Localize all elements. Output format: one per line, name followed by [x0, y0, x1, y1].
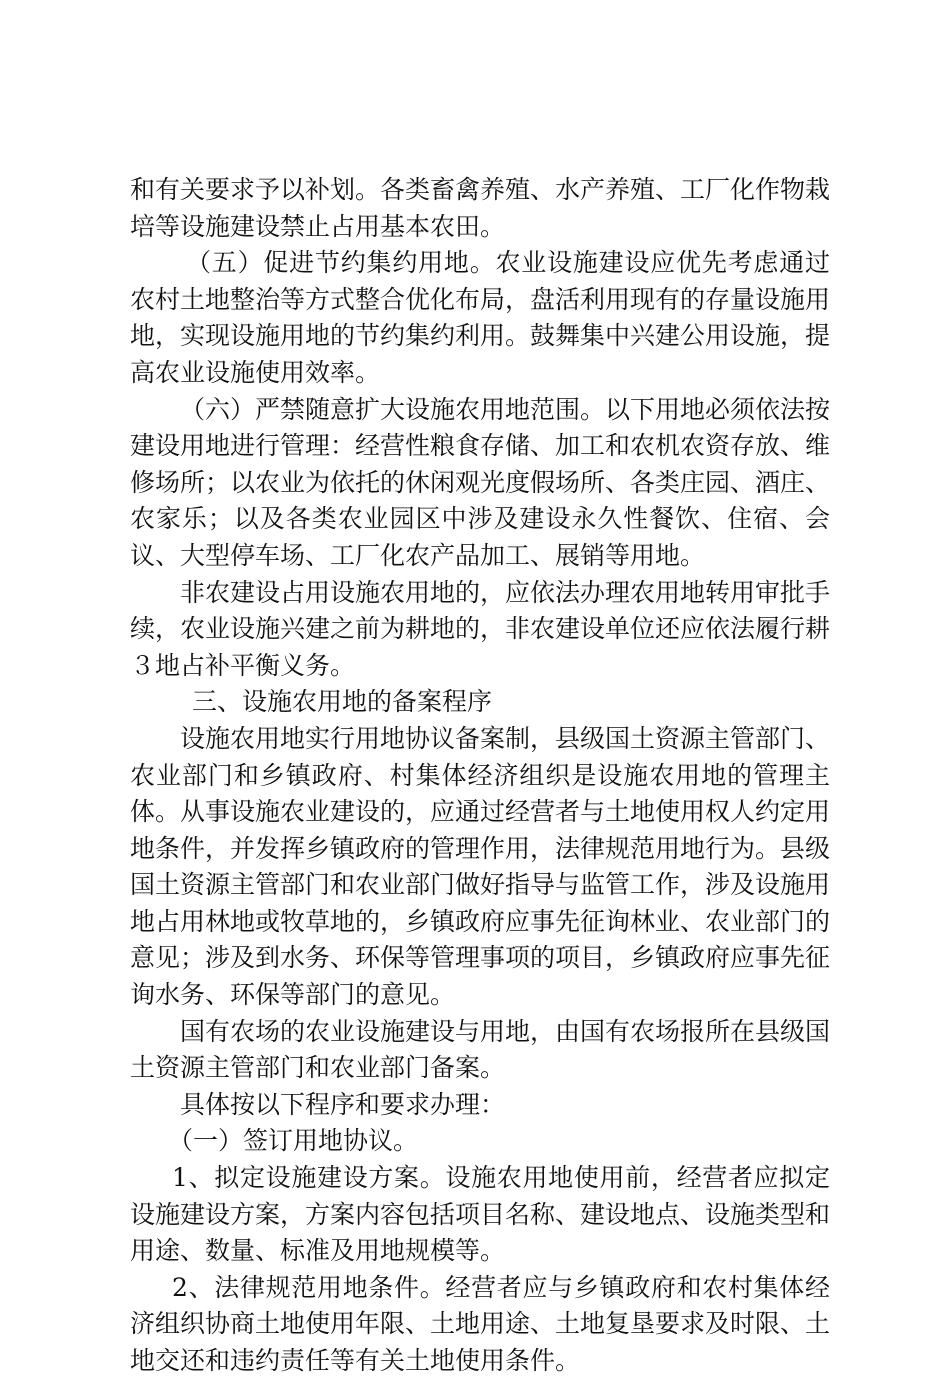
- paragraph-item-5: （五）促进节约集约用地。农业设施建设应优先考虑通过农村土地整治等方式整合优化布局，盘活利用现有的存量设施用地，实现设施用地的节约集约利用。鼓舞集中兴建公用设施，提高农业设施使用效率。: [130, 248, 831, 387]
- paragraph-step-2: 2、法律规范用地条件。经营者应与乡镇政府和农村集体经济组织协商土地使用年限、土地用途、土地复垦要求及时限、土地交还和违约责任等有关土地使用条件。: [130, 1272, 831, 1375]
- paragraph-filing-system: 设施农用地实行用地协议备案制，县级国土资源主管部门、农业部门和乡镇政府、村集体经济组织是设施农用地的管理主体。从事设施农业建设的，应通过经营者与土地使用权人约定用地条件，并发挥乡镇政府的管理作用，法律规范用地行为。县级国土资源主管部门和农业部门做好指导与监管工作，涉及设施用地占用林地或牧草地的，乡镇政府应事先征询林业、农业部门的意见；涉及到水务、环保等管理事项的项目，乡镇政府应事先征询水务、环保等部门的意见。: [130, 723, 831, 1010]
- paragraph-non-agri: 非农建设占用设施农用地的，应依法办理农用地转用审批手续，农业设施兴建之前为耕地的，非农建设单位还应依法履行耕３地占补平衡义务。: [130, 577, 831, 680]
- paragraph-continued: 和有关要求予以补划。各类畜禽养殖、水产养殖、工厂化作物栽培等设施建设禁止占用基本农田。: [130, 175, 831, 241]
- section-heading-3: 三、设施农用地的备案程序: [192, 687, 493, 717]
- paragraph-item-6: （六）严禁随意扩大设施农用地范围。以下用地必须依法按建设用地进行管理：经营性粮食存储、加工和农机农资存放、维修场所；以农业为依托的休闲观光度假场所、各类庄园、酒庄、农家乐；以及各类农业园区中涉及建设永久性餐饮、住宿、会议、大型停车场、工厂化农产品加工、展销等用地。: [130, 394, 831, 570]
- paragraph-procedure-intro: 具体按以下程序和要求办理：: [180, 1089, 506, 1119]
- document-page: [130, 172, 830, 1380]
- subheading-1: （一）签订用地协议。: [168, 1126, 419, 1156]
- paragraph-state-farm: 国有农场的农业设施建设与用地，由国有农场报所在县级国土资源主管部门和农业部门备案。: [130, 1016, 831, 1083]
- paragraph-step-1: 1、拟定设施建设方案。设施农用地使用前，经营者应拟定设施建设方案，方案内容包括项目名称、建设地点、设施类型和用途、数量、标准及用地规模等。: [130, 1163, 831, 1266]
